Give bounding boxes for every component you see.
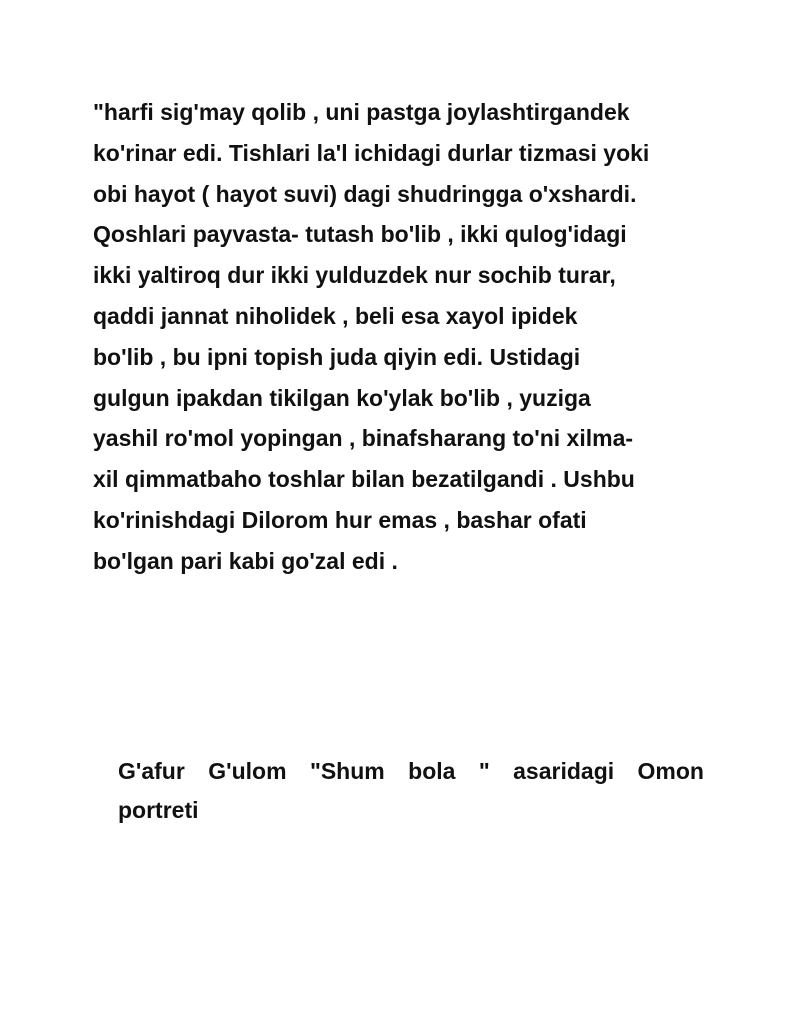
paragraph-line: obi hayot ( hayot suvi) dagi shudringga o'xshardi. [93, 180, 637, 207]
paragraph-line: ikki yaltiroq dur ikki yulduzdek nur sochib turar, [93, 262, 616, 289]
paragraph-line: yashil ro'mol yopingan , binafsharang to'ni xilma- [93, 425, 634, 452]
caption-heading [118, 752, 704, 830]
paragraph-line: Qoshlari payvasta- tutash bo'lib , ikki qulog'idagi [93, 221, 627, 248]
caption-line-1 [118, 752, 704, 791]
caption-word: " [478, 758, 490, 784]
caption-word: G'afur [118, 758, 185, 784]
paragraph-line: ko'rinishdagi Dilorom hur emas , bashar ofati [93, 506, 587, 533]
caption-word: "Shum [309, 758, 385, 784]
caption-word: G'ulom [208, 758, 287, 784]
caption-word: asaridagi [513, 758, 615, 784]
caption-line-2: portreti [118, 797, 199, 823]
paragraph-line: ko'rinar edi. Tishlari la'l ichidagi durlar tizmasi yoki [93, 139, 650, 166]
paragraph-line: bo'lib , bu ipni topish juda qiyin edi. Ustidagi [93, 343, 581, 370]
paragraph-line: xil qimmatbaho toshlar bilan bezatilgandi . Ushbu [93, 466, 635, 493]
paragraph-line: bo'lgan pari kabi go'zal edi . [93, 547, 398, 574]
paragraph-line: "harfi sig'may qolib , uni pastga joylashtirgandek [93, 99, 630, 125]
paragraph-line: gulgun ipakdan tikilgan ko'ylak bo'lib , yuziga [93, 384, 591, 411]
caption-word: bola [408, 758, 456, 784]
caption-word: Omon [637, 758, 704, 784]
body-paragraph [93, 92, 733, 582]
paragraph-line: qaddi jannat niholidek , beli esa xayol ipidek [93, 302, 578, 329]
